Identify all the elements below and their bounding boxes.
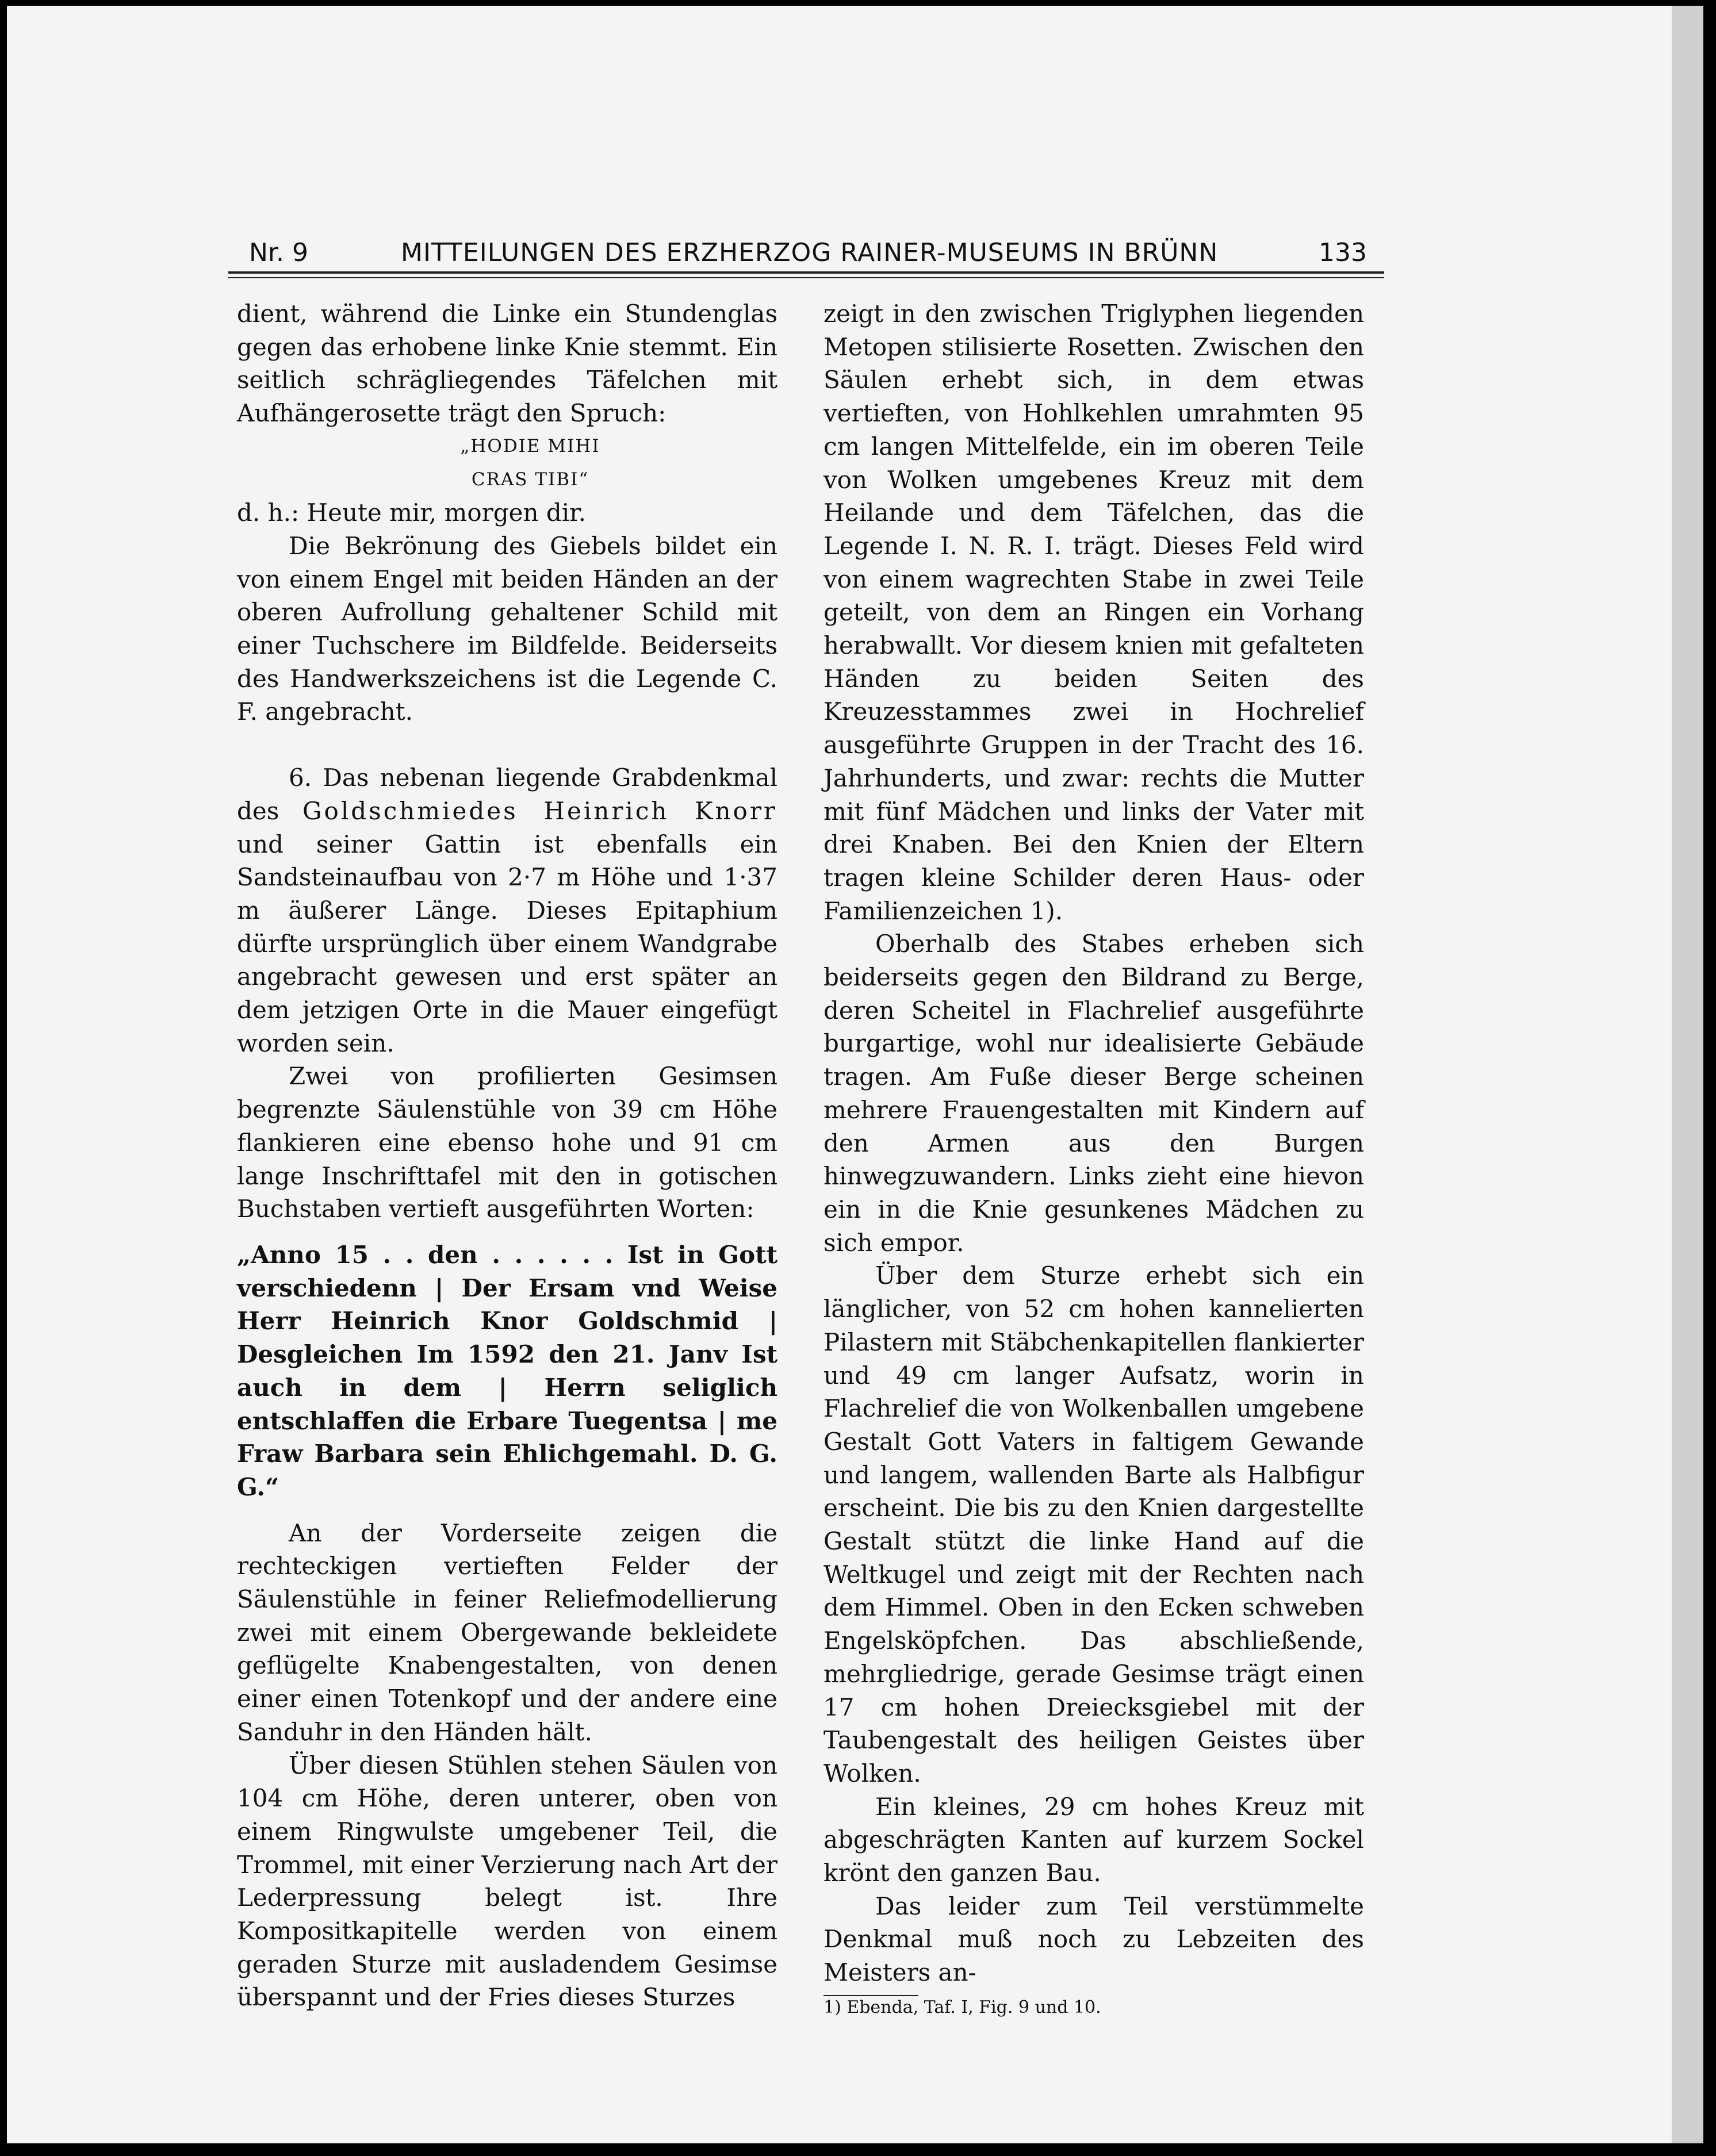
page-number: 133	[1319, 238, 1367, 267]
paragraph: dient, während die Linke ein Stundenglas gegen das erhobene linke Knie stemmt. Ein seitlich schrägliegendes Täfelchen mit Aufhängerosette trägt den Spruch:	[237, 300, 777, 428]
paragraph: d. h.: Heute mir, morgen dir.	[237, 498, 586, 527]
header-rule	[228, 271, 1384, 274]
gothic-inscription: „Anno 15 . . den . . . . . . Ist in Gott verschiedenn | Der Ersam vnd Weise Herr Heinrich Knor Goldschmid | Desgleichen Im 1592 den 21. Janv Ist auch in dem | Herrn seliglich entschlaffen die Erbare Tuegentsa | me Fraw Barbara sein Ehlichgemahl. D. G. G.“	[237, 1240, 777, 1501]
motto-line: „HODIE MIHI	[460, 435, 600, 456]
paragraph: Zwei von profilierten Gesimsen begrenzte Säulenstühle von 39 cm Höhe flankieren eine ebenso hohe und 91 cm lange Inschrifttafel mit den in gotischen Buchstaben vertieft ausgeführten Worten:	[237, 1062, 777, 1223]
paragraph: Die Bekrönung des Giebels bildet ein von einem Engel mit beiden Händen an der oberen Aufrollung gehaltener Schild mit einer Tuchschere im Bildfelde. Beiderseits des Handwerkszeichens ist die Legende C. F. angebracht.	[237, 531, 777, 726]
header-rule-thin	[228, 277, 1384, 278]
paragraph: zeigt in den zwischen Triglyphen liegenden Metopen stilisierte Rosetten. Zwischen den Säulen erhebt sich, in dem etwas vertieften, von Hohlkehlen umrahmten 95 cm langen Mittelfelde, ein im oberen Teile von Wolken umgebenes Kreuz mit dem Heilande und dem Täfelchen, das die Legende I. N. R. I. trägt. Dieses Feld wird von einem wagrechten Stabe in zwei Teile geteilt, von dem an Ringen ein Vorhang herabwallt. Vor diesem knien mit gefalteten Händen zu beiden Seiten des Kreuzesstammes zwei in Hochrelief ausgeführte Gruppen in der Tracht des 16. Jahrhunderts, und zwar: rechts die Mutter mit fünf Mädchen und links der Vater mit drei Knaben. Bei den Knien der Eltern tragen kleine Schilder deren Haus- oder Familienzeichen 1).	[823, 300, 1364, 925]
paragraph: Über diesen Stühlen stehen Säulen von 104 cm Höhe, deren unterer, oben von einem Ringwulste umgebener Teil, die Trommel, mit einer Verzierung nach Art der Lederpressung belegt ist. Ihre Kompositkapitelle werden von einem geraden Sturze mit ausladendem Gesimse überspannt und der Fries dieses Sturzes	[237, 1751, 777, 2012]
text-span: und seiner Gattin ist ebenfalls ein Sandsteinaufbau von 2·7 m Höhe und 1·37 m äußerer Länge. Dieses Epitaphium dürfte ursprünglich über einem Wandgrabe angebracht gewesen und erst später an dem jetzigen Orte in die Mauer eingefügt worden sein.	[237, 830, 777, 1057]
page	[7, 6, 1703, 2143]
motto-line: CRAS TIBI“	[471, 469, 589, 490]
right-column	[823, 297, 1364, 2019]
paragraph: Über dem Sturze erhebt sich ein länglicher, von 52 cm hohen kannelierten Pilastern mit Stäbchenkapitellen flankierter und 49 cm langer Aufsatz, worin in Flachrelief die von Wolkenballen umgebene Gestalt Gott Vaters in faltigem Gewande und langem, wallenden Barte als Halbfigur erscheint. Die bis zu den Knien dargestellte Gestalt stützt die linke Hand auf die Weltkugel und zeigt mit der Rechten nach dem Himmel. Oben in den Ecken schweben Engelsköpfchen. Das abschließende, mehrgliedrige, gerade Gesimse trägt einen 17 cm hohen Dreiecksgiebel mit der Taubengestalt des heiligen Geistes über Wolken.	[823, 1261, 1364, 1787]
scan-edge	[1672, 6, 1703, 2143]
paragraph: Das leider zum Teil verstümmelte Denkmal muß noch zu Lebzeiten des Meisters an-	[823, 1892, 1364, 1987]
text-span: 6. Das nebenan liegende Grabdenkmal des	[237, 764, 777, 825]
footnote: 1) Ebenda, Taf. I, Fig. 9 und 10.	[823, 1997, 1101, 2017]
paragraph: Oberhalb des Stabes erheben sich beiderseits gegen den Bildrand zu Berge, deren Scheitel in Flachrelief ausgeführte burgartige, wohl nur idealisierte Gebäude tragen. Am Fuße dieser Berge scheinen mehrere Frauengestalten mit Kindern auf den Armen aus den Burgen hinwegzuwandern. Links zieht eine hievon ein in die Knie gesunkenes Mädchen zu sich empor.	[823, 930, 1364, 1257]
running-header	[228, 235, 1384, 273]
issue-number: Nr. 9	[249, 238, 308, 267]
paragraph	[237, 761, 777, 1060]
paragraph: An der Vorderseite zeigen die rechteckigen vertieften Felder der Säulenstühle in feiner Reliefmodellierung zwei mit einem Obergewande bekleidete geflügelte Knabengestalten, von denen einer einen Totenkopf und der andere eine Sanduhr in den Händen hält.	[237, 1518, 777, 1746]
paragraph: Ein kleines, 29 cm hohes Kreuz mit abgeschrägten Kanten auf kurzem Sockel krönt den ganzen Bau.	[823, 1792, 1364, 1888]
spaced-name: Goldschmiedes Heinrich Knorr	[302, 796, 777, 825]
left-column	[237, 297, 777, 2014]
journal-title: MITTEILUNGEN DES ERZHERZOG RAINER-MUSEUMS IN BRÜNN	[401, 238, 1219, 267]
